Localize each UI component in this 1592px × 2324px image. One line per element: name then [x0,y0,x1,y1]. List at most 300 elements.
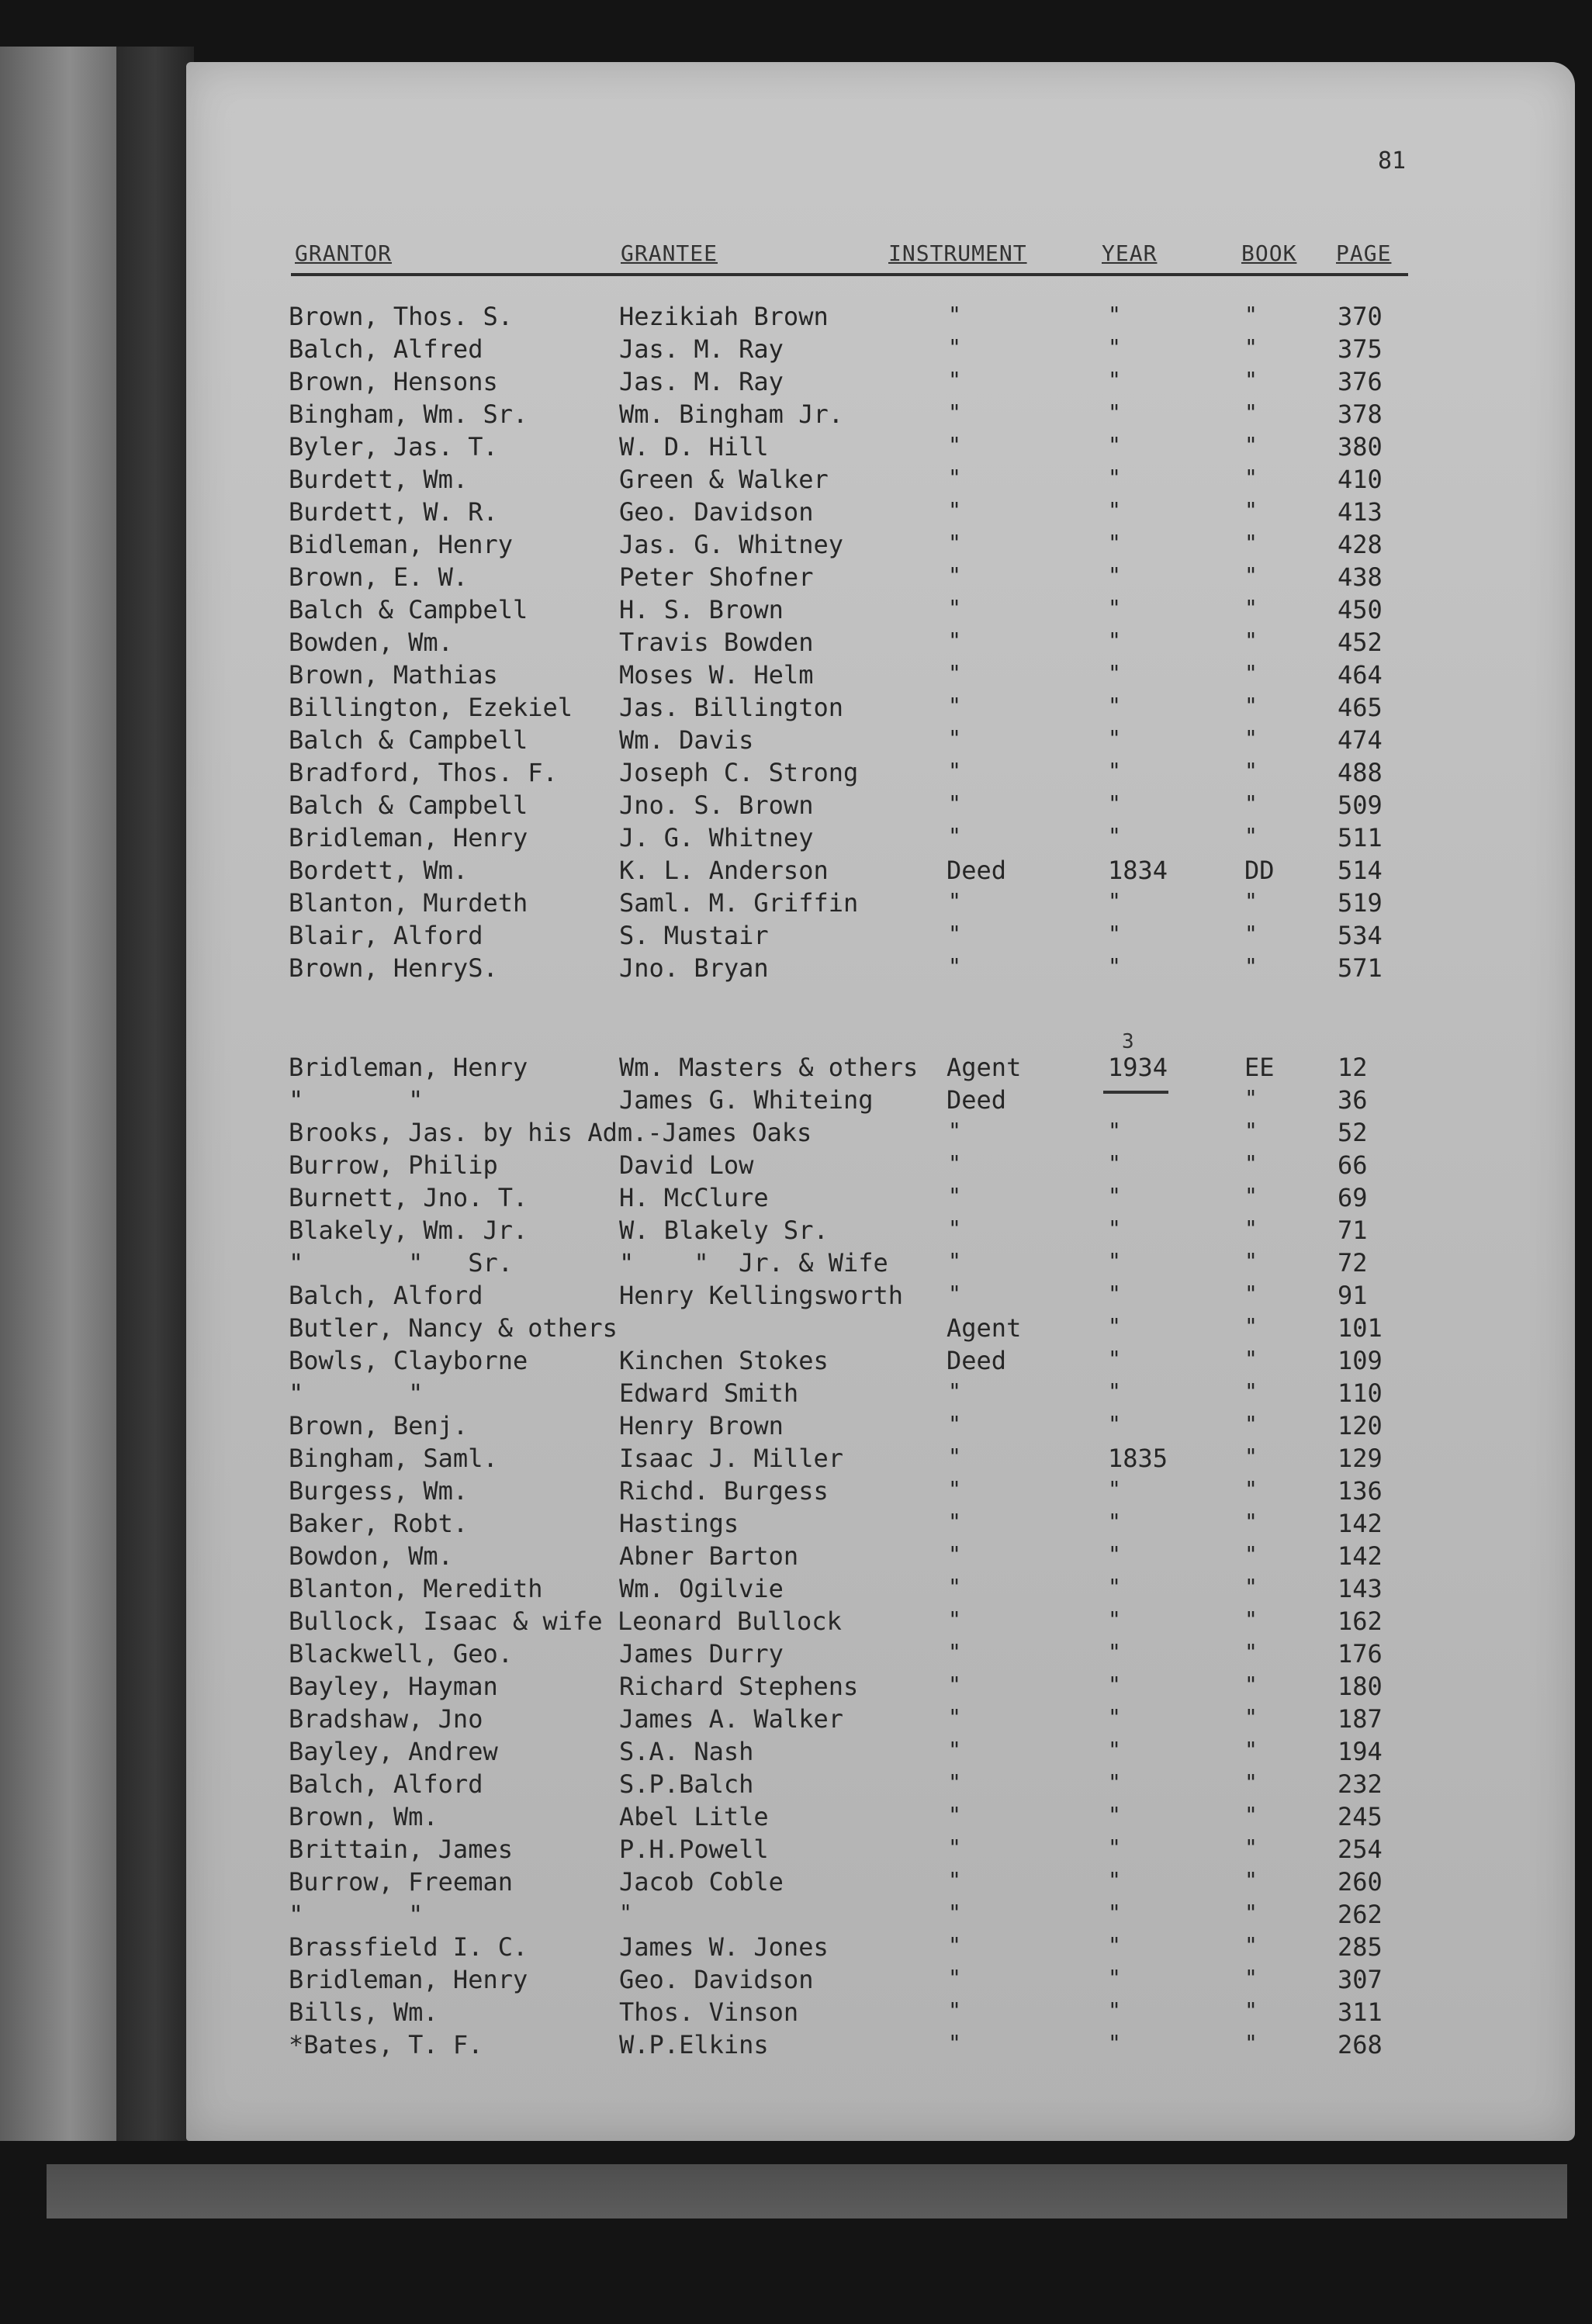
row-12-page: 464 [1338,660,1383,690]
row-41-book: " [1244,1672,1258,1697]
row-1-grantee: Hezikiah Brown [619,302,829,331]
row-15-grantor: Bradford, Thos. F. [289,758,558,787]
row-50-year: " [1108,1965,1121,1990]
row-48-page: 262 [1338,1900,1383,1929]
header-grantor: GRANTOR [295,240,393,266]
row-35-grantee: Richd. Burgess [619,1476,829,1506]
row-15-book: " [1244,758,1258,783]
row-36-grantor: Baker, Robt. [289,1509,469,1538]
row-37-year: " [1108,1541,1121,1567]
row-14-year: " [1108,725,1121,751]
row-5-instrument: " [948,432,961,458]
row-41-instrument: " [948,1672,961,1697]
row-44-page: 232 [1338,1769,1383,1799]
row-1-instrument: " [948,302,961,327]
row-14-page: 474 [1338,725,1383,755]
row-15-grantee: Joseph C. Strong [619,758,859,787]
row-47-year: " [1108,1867,1121,1893]
row-52-grantee: W.P.Elkins [619,2030,769,2059]
row-9-grantor: Brown, E. W. [289,562,469,592]
row-33-instrument: " [948,1411,961,1437]
row-22-grantee: Wm. Masters & others [619,1053,919,1082]
row-4-book: " [1244,399,1258,425]
row-4-page: 378 [1338,399,1383,429]
row-46-grantor: Brittain, James [289,1835,513,1864]
row-29-grantee: Henry Kellingsworth [619,1281,904,1310]
row-32-grantee: Edward Smith [619,1378,799,1408]
row-18-instrument: Deed [947,856,1007,885]
row-3-grantee: Jas. M. Ray [619,367,784,396]
row-26-grantor: Burnett, Jno. T. [289,1183,528,1212]
row-9-page: 438 [1338,562,1383,592]
row-18-page: 514 [1338,856,1383,885]
row-11-book: " [1244,628,1258,653]
row-17-instrument: " [948,823,961,849]
row-31-grantee: Kinchen Stokes [619,1346,829,1375]
row-48-instrument: " [948,1900,961,1925]
row-52-book: " [1244,2030,1258,2056]
row-27-grantee: W. Blakely Sr. [619,1216,829,1245]
row-36-instrument: " [948,1509,961,1534]
row-39-grantor: Bullock, Isaac & wife Leonard Bullock [289,1606,842,1636]
row-39-book: " [1244,1606,1258,1632]
row-24-book: " [1244,1118,1258,1143]
row-46-book: " [1244,1835,1258,1860]
row-6-year: " [1108,465,1121,490]
row-13-book: " [1244,693,1258,718]
row-25-instrument: " [948,1150,961,1176]
row-48-grantee: " [619,1900,632,1925]
row-36-year: " [1108,1509,1121,1534]
row-17-year: " [1108,823,1121,849]
row-10-grantor: Balch & Campbell [289,595,528,624]
page-number: 81 [1378,147,1407,175]
row-6-page: 410 [1338,465,1383,494]
row-2-grantee: Jas. M. Ray [619,334,784,364]
row-13-year: " [1108,693,1121,718]
row-22-grantor: Bridleman, Henry [289,1053,528,1082]
row-43-grantor: Bayley, Andrew [289,1737,498,1766]
row-17-book: " [1244,823,1258,849]
row-43-book: " [1244,1737,1258,1762]
row-4-grantee: Wm. Bingham Jr. [619,399,843,429]
row-43-grantee: S.A. Nash [619,1737,754,1766]
row-24-grantor: Brooks, Jas. by his Adm.-James Oaks [289,1118,812,1147]
row-9-grantee: Peter Shofner [619,562,814,592]
row-40-year: " [1108,1639,1121,1665]
row-17-page: 511 [1338,823,1383,852]
row-19-grantee: Saml. M. Griffin [619,888,859,918]
row-10-grantee: H. S. Brown [619,595,784,624]
row-10-page: 450 [1338,595,1383,624]
row-24-year: " [1108,1118,1121,1143]
row-32-grantor: " " [289,1378,424,1408]
row-26-year: " [1108,1183,1121,1209]
row-9-book: " [1244,562,1258,588]
row-27-book: " [1244,1216,1258,1241]
row-14-book: " [1244,725,1258,751]
row-18-year: 1834 [1108,856,1168,885]
row-28-grantor: " " Sr. [289,1248,513,1278]
row-30-book: " [1244,1313,1258,1339]
row-14-grantee: Wm. Davis [619,725,754,755]
row-7-page: 413 [1338,497,1383,527]
row-27-grantor: Blakely, Wm. Jr. [289,1216,528,1245]
row-7-book: " [1244,497,1258,523]
row-2-page: 375 [1338,334,1383,364]
row-38-year: " [1108,1574,1121,1599]
row-21-year: " [1108,953,1121,979]
row-5-book: " [1244,432,1258,458]
row-48-year: " [1108,1900,1121,1925]
row-30-grantor: Butler, Nancy & others [289,1313,618,1343]
row-13-page: 465 [1338,693,1383,722]
row-41-page: 180 [1338,1672,1383,1701]
row-28-instrument: " [948,1248,961,1274]
row-52-grantor: *Bates, T. F. [289,2030,483,2059]
row-40-grantor: Blackwell, Geo. [289,1639,513,1669]
row-21-book: " [1244,953,1258,979]
row-42-page: 187 [1338,1704,1383,1734]
row-26-instrument: " [948,1183,961,1209]
row-50-grantor: Bridleman, Henry [289,1965,528,1994]
row-21-page: 571 [1338,953,1383,983]
row-19-grantor: Blanton, Murdeth [289,888,528,918]
row-10-book: " [1244,595,1258,621]
row-25-grantee: David Low [619,1150,754,1180]
row-25-page: 66 [1338,1150,1368,1180]
row-26-page: 69 [1338,1183,1368,1212]
row-47-instrument: " [948,1867,961,1893]
row-34-instrument: " [948,1444,961,1469]
row-45-book: " [1244,1802,1258,1828]
row-12-grantee: Moses W. Helm [619,660,814,690]
row-51-year: " [1108,1997,1121,2023]
row-7-grantor: Burdett, W. R. [289,497,498,527]
row-32-instrument: " [948,1378,961,1404]
row-45-page: 245 [1338,1802,1383,1831]
row-6-grantee: Green & Walker [619,465,829,494]
row-47-grantor: Burrow, Freeman [289,1867,513,1897]
row-36-page: 142 [1338,1509,1383,1538]
header-grantee: GRANTEE [621,240,718,266]
row-50-grantee: Geo. Davidson [619,1965,814,1994]
row-37-page: 142 [1338,1541,1383,1571]
row-23-grantor: " " [289,1085,424,1115]
header-page: PAGE [1336,240,1392,266]
row-19-instrument: " [948,888,961,914]
row-25-grantor: Burrow, Philip [289,1150,498,1180]
row-31-year: " [1108,1346,1121,1371]
row-52-instrument: " [948,2030,961,2056]
row-1-year: " [1108,302,1121,327]
row-24-page: 52 [1338,1118,1368,1147]
row-42-instrument: " [948,1704,961,1730]
row-43-instrument: " [948,1737,961,1762]
row-32-year: " [1108,1378,1121,1404]
row-23-book: " [1244,1085,1258,1111]
row-22-book: EE [1244,1053,1275,1082]
row-30-instrument: Agent [947,1313,1022,1343]
row-52-page: 268 [1338,2030,1383,2059]
row-31-grantor: Bowls, Clayborne [289,1346,528,1375]
row-11-instrument: " [948,628,961,653]
row-27-year: " [1108,1216,1121,1241]
row-11-year: " [1108,628,1121,653]
handwritten-underline [1103,1091,1168,1094]
header-year: YEAR [1102,240,1158,266]
row-30-year: " [1108,1313,1121,1339]
row-49-year: " [1108,1932,1121,1958]
row-11-grantee: Travis Bowden [619,628,814,657]
row-3-year: " [1108,367,1121,393]
row-8-instrument: " [948,530,961,555]
row-16-page: 509 [1338,790,1383,820]
row-7-instrument: " [948,497,961,523]
header-book: BOOK [1241,240,1297,266]
row-51-book: " [1244,1997,1258,2023]
row-4-instrument: " [948,399,961,425]
row-49-instrument: " [948,1932,961,1958]
row-38-book: " [1244,1574,1258,1599]
row-30-page: 101 [1338,1313,1383,1343]
row-34-grantor: Bingham, Saml. [289,1444,498,1473]
row-28-grantee: " " Jr. & Wife [619,1248,888,1278]
row-7-year: " [1108,497,1121,523]
row-48-book: " [1244,1900,1258,1925]
row-42-book: " [1244,1704,1258,1730]
row-12-instrument: " [948,660,961,686]
row-49-grantor: Brassfield I. C. [289,1932,528,1962]
row-29-grantor: Balch, Alford [289,1281,483,1310]
row-10-instrument: " [948,595,961,621]
row-29-page: 91 [1338,1281,1368,1310]
row-35-grantor: Burgess, Wm. [289,1476,469,1506]
row-21-grantee: Jno. Bryan [619,953,769,983]
row-9-year: " [1108,562,1121,588]
row-28-year: " [1108,1248,1121,1274]
row-47-grantee: Jacob Coble [619,1867,784,1897]
row-8-book: " [1244,530,1258,555]
row-35-instrument: " [948,1476,961,1502]
row-10-year: " [1108,595,1121,621]
row-43-year: " [1108,1737,1121,1762]
row-2-grantor: Balch, Alfred [289,334,483,364]
row-39-page: 162 [1338,1606,1383,1636]
row-32-book: " [1244,1378,1258,1404]
row-31-book: " [1244,1346,1258,1371]
row-26-grantee: H. McClure [619,1183,769,1212]
row-16-grantee: Jno. S. Brown [619,790,814,820]
row-15-page: 488 [1338,758,1383,787]
row-12-book: " [1244,660,1258,686]
row-2-year: " [1108,334,1121,360]
row-26-book: " [1244,1183,1258,1209]
row-20-year: " [1108,921,1121,946]
row-6-instrument: " [948,465,961,490]
row-13-grantee: Jas. Billington [619,693,843,722]
row-45-grantor: Brown, Wm. [289,1802,438,1831]
row-23-instrument: Deed [947,1085,1007,1115]
row-4-year: " [1108,399,1121,425]
row-47-book: " [1244,1867,1258,1893]
row-34-grantee: Isaac J. Miller [619,1444,843,1473]
row-16-book: " [1244,790,1258,816]
row-36-grantee: Hastings [619,1509,739,1538]
row-21-instrument: " [948,953,961,979]
row-25-year: " [1108,1150,1121,1176]
row-34-page: 129 [1338,1444,1383,1473]
row-27-instrument: " [948,1216,961,1241]
row-8-year: " [1108,530,1121,555]
row-25-book: " [1244,1150,1258,1176]
row-8-grantor: Bidleman, Henry [289,530,513,559]
row-46-year: " [1108,1835,1121,1860]
row-13-grantor: Billington, Ezekiel [289,693,573,722]
row-22-page: 12 [1338,1053,1368,1082]
row-24-instrument: " [948,1118,961,1143]
row-3-instrument: " [948,367,961,393]
row-38-grantee: Wm. Ogilvie [619,1574,784,1603]
header-instrument: INSTRUMENT [888,240,1027,266]
row-38-page: 143 [1338,1574,1383,1603]
row-51-instrument: " [948,1997,961,2023]
row-14-instrument: " [948,725,961,751]
row-40-instrument: " [948,1639,961,1665]
row-42-year: " [1108,1704,1121,1730]
row-13-instrument: " [948,693,961,718]
row-14-grantor: Balch & Campbell [289,725,528,755]
row-19-book: " [1244,888,1258,914]
row-37-grantor: Bowdon, Wm. [289,1541,453,1571]
row-47-page: 260 [1338,1867,1383,1897]
row-33-grantor: Brown, Benj. [289,1411,469,1440]
row-16-instrument: " [948,790,961,816]
row-4-grantor: Bingham, Wm. Sr. [289,399,528,429]
row-40-book: " [1244,1639,1258,1665]
row-12-year: " [1108,660,1121,686]
row-42-grantor: Bradshaw, Jno [289,1704,483,1734]
row-2-instrument: " [948,334,961,360]
row-33-year: " [1108,1411,1121,1437]
row-29-book: " [1244,1281,1258,1306]
row-3-page: 376 [1338,367,1383,396]
row-44-instrument: " [948,1769,961,1795]
row-46-page: 254 [1338,1835,1383,1864]
row-39-year: " [1108,1606,1121,1632]
row-5-page: 380 [1338,432,1383,462]
row-1-page: 370 [1338,302,1383,331]
row-15-year: " [1108,758,1121,783]
row-50-page: 307 [1338,1965,1383,1994]
row-29-instrument: " [948,1281,961,1306]
row-50-book: " [1244,1965,1258,1990]
row-32-page: 110 [1338,1378,1383,1408]
row-37-instrument: " [948,1541,961,1567]
row-18-grantor: Bordett, Wm. [289,856,469,885]
row-35-year: " [1108,1476,1121,1502]
row-27-page: 71 [1338,1216,1368,1245]
row-34-book: " [1244,1444,1258,1469]
row-48-grantor: " " [289,1900,424,1929]
row-6-book: " [1244,465,1258,490]
row-35-book: " [1244,1476,1258,1502]
handwritten-year-correction: 3 [1122,1030,1134,1053]
row-28-page: 72 [1338,1248,1368,1278]
row-44-book: " [1244,1769,1258,1795]
row-28-book: " [1244,1248,1258,1274]
row-43-page: 194 [1338,1737,1383,1766]
row-22-instrument: Agent [947,1053,1022,1082]
row-42-grantee: James A. Walker [619,1704,843,1734]
header-rule [291,273,1408,276]
row-46-grantee: P.H.Powell [619,1835,769,1864]
row-20-grantor: Blair, Alford [289,921,483,950]
book-bottom-edge [47,2164,1567,2219]
row-41-grantee: Richard Stephens [619,1672,859,1701]
book-spine [116,47,194,2141]
row-23-grantee: James G. Whiteing [619,1085,874,1115]
row-45-year: " [1108,1802,1121,1828]
row-15-instrument: " [948,758,961,783]
row-40-page: 176 [1338,1639,1383,1669]
row-1-grantor: Brown, Thos. S. [289,302,513,331]
row-16-year: " [1108,790,1121,816]
row-49-grantee: James W. Jones [619,1932,829,1962]
row-37-grantee: Abner Barton [619,1541,799,1571]
row-35-page: 136 [1338,1476,1383,1506]
row-20-grantee: S. Mustair [619,921,769,950]
row-29-year: " [1108,1281,1121,1306]
row-52-year: " [1108,2030,1121,2056]
row-38-instrument: " [948,1574,961,1599]
row-6-grantor: Burdett, Wm. [289,465,469,494]
row-3-book: " [1244,367,1258,393]
row-31-instrument: Deed [947,1346,1007,1375]
row-19-page: 519 [1338,888,1383,918]
row-16-grantor: Balch & Campbell [289,790,528,820]
row-40-grantee: James Durry [619,1639,784,1669]
row-33-grantee: Henry Brown [619,1411,784,1440]
row-49-page: 285 [1338,1932,1383,1962]
row-21-grantor: Brown, HenryS. [289,953,498,983]
row-51-grantee: Thos. Vinson [619,1997,799,2027]
row-18-grantee: K. L. Anderson [619,856,829,885]
row-12-grantor: Brown, Mathias [289,660,498,690]
row-20-instrument: " [948,921,961,946]
row-8-grantee: Jas. G. Whitney [619,530,843,559]
row-1-book: " [1244,302,1258,327]
row-18-book: DD [1244,856,1275,885]
row-5-grantor: Byler, Jas. T. [289,432,498,462]
row-45-grantee: Abel Litle [619,1802,769,1831]
row-51-page: 311 [1338,1997,1383,2027]
row-51-grantor: Bills, Wm. [289,1997,438,2027]
row-34-year: 1835 [1108,1444,1168,1473]
row-20-page: 534 [1338,921,1383,950]
row-44-grantee: S.P.Balch [619,1769,754,1799]
row-17-grantee: J. G. Whitney [619,823,814,852]
row-41-year: " [1108,1672,1121,1697]
adjacent-page-edge [0,47,116,2141]
row-33-book: " [1244,1411,1258,1437]
row-9-instrument: " [948,562,961,588]
row-17-grantor: Bridleman, Henry [289,823,528,852]
row-45-instrument: " [948,1802,961,1828]
row-31-page: 109 [1338,1346,1383,1375]
row-44-grantor: Balch, Alford [289,1769,483,1799]
row-2-book: " [1244,334,1258,360]
